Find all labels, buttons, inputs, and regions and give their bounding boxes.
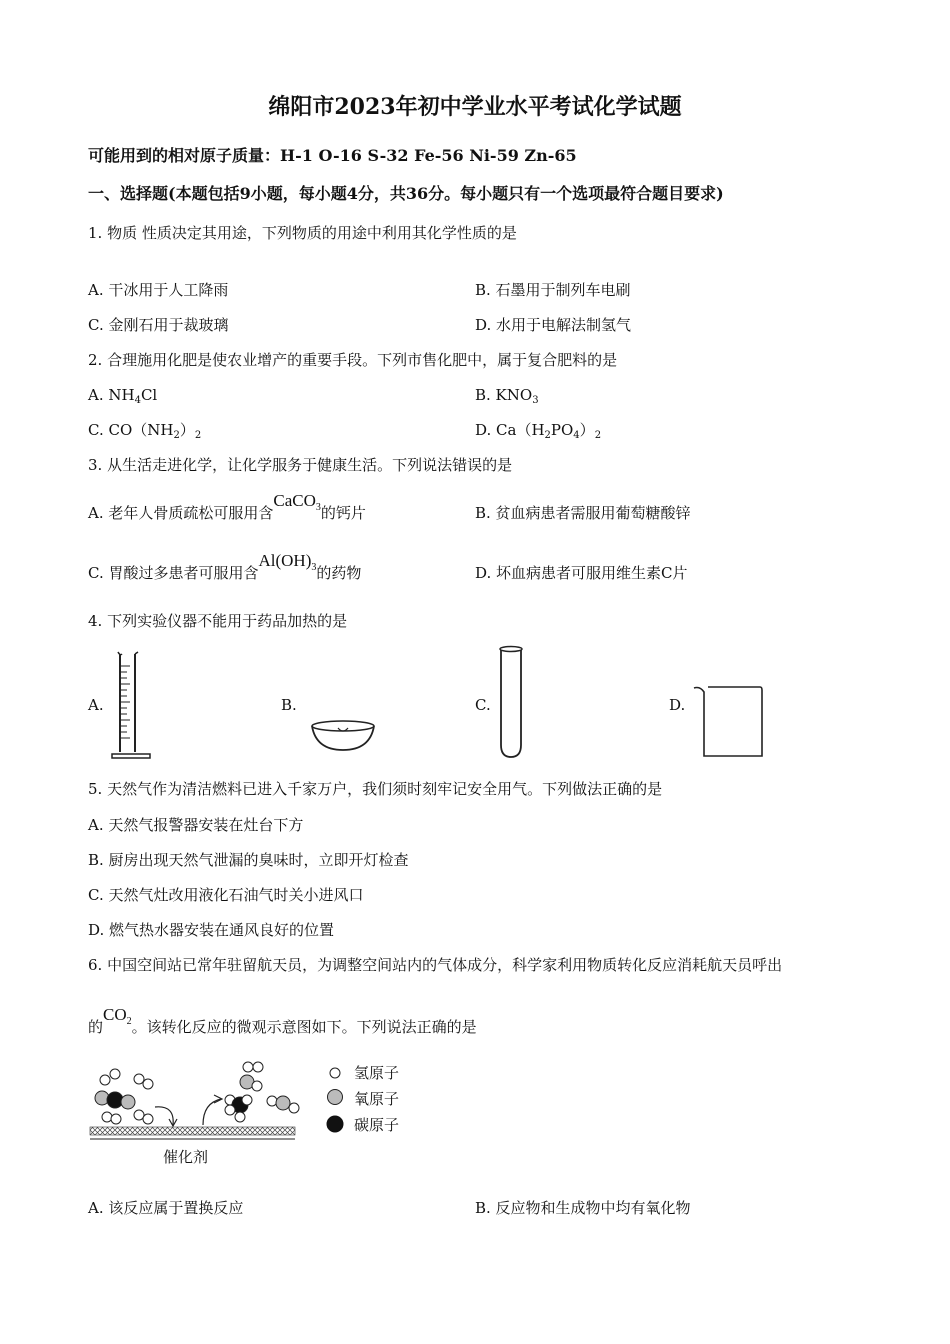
q3-option-a: A. 老年人骨质疏松可服用含CaCO$_3$的钙片: [88, 491, 366, 522]
page-title: 绵阳市2023年初中学业水平考试化学试题: [268, 94, 682, 120]
q6-option-b: B. 反应物和生成物中均有氧化物: [475, 1199, 691, 1217]
q1-option-b: B. 石墨用于制列车电刷: [475, 281, 631, 299]
section-heading: 一、选择题(本题包括9小题，每小题4分，共36分。每小题只有一个选项最符合题目要求): [88, 184, 724, 203]
q5-option-a: A. 天然气报警器安装在灶台下方: [88, 816, 304, 834]
evaporating-dish-icon: [308, 718, 378, 754]
q1-stem: 1. 物质 性质决定其用途，下列物质的用途中利用其化学性质的是: [88, 224, 517, 242]
q1-option-a: A. 干冰用于人工降雨: [88, 281, 229, 299]
graduated-cylinder-icon: [110, 650, 160, 760]
q3-stem: 3. 从生活走进化学，让化学服务于健康生活。下列说法错误的是: [88, 456, 513, 474]
q4-option-d: D.: [669, 696, 686, 714]
oxygen-atom-icon: [326, 1088, 344, 1106]
q1-option-d: D. 水用于电解法制氢气: [475, 316, 632, 334]
test-tube-icon: [496, 645, 528, 760]
legend-oxygen: 氧原子: [354, 1090, 400, 1108]
q5-option-c: C. 天然气灶改用液化石油气时关小进风口: [88, 886, 364, 904]
q6-stem-line2: 的$CO_2$。该转化反应的微观示意图如下。下列说法正确的是: [88, 1005, 477, 1036]
q5-option-d: D. 燃气热水器安装在通风良好的位置: [88, 921, 335, 939]
catalyst-label: 催化剂: [163, 1148, 209, 1166]
legend-hydrogen: 氢原子: [354, 1064, 400, 1082]
q4-option-b: B.: [281, 696, 297, 714]
q2-option-d: D. $Ca(H_2PO_4)_2$: [475, 421, 602, 441]
q4-stem: 4. 下列实验仪器不能用于药品加热的是: [88, 612, 348, 630]
atomic-masses: 可能用到的相对原子质量：H-1 O-16 S-32 Fe-56 Ni-59 Zn-65: [88, 146, 577, 165]
q5-stem: 5. 天然气作为清洁燃料已进入千家万户，我们须时刻牢记安全用气。下列做法正确的是: [88, 780, 663, 798]
beaker-icon: [692, 684, 772, 762]
q5-option-b: B. 厨房出现天然气泄漏的臭味时，立即开灯检查: [88, 851, 409, 869]
q4-option-c: C.: [475, 696, 491, 714]
q1-option-c: C. 金刚石用于裁玻璃: [88, 316, 229, 334]
q6-stem: 6. 中国空间站已常年驻留航天员，为调整空间站内的气体成分，科学家利用物质转化反应消耗航天员呼出: [88, 956, 783, 974]
q4-option-a: A.: [88, 696, 104, 714]
hydrogen-atom-icon: [328, 1066, 342, 1080]
legend-carbon: 碳原子: [354, 1116, 400, 1134]
q6-option-a: A. 该反应属于置换反应: [88, 1199, 244, 1217]
q3-option-d: D. 坏血病患者可服用维生素C片: [475, 564, 688, 582]
carbon-atom-icon: [326, 1115, 344, 1133]
q2-option-b: B. $KNO_3$: [475, 386, 539, 406]
q2-option-c: C. $CO(NH_2)_2$: [88, 421, 202, 441]
q3-option-c: C. 胃酸过多患者可服用含$Al(OH)_3$的药物: [88, 551, 362, 582]
q2-stem: 2. 合理施用化肥是使农业增产的重要手段。下列市售化肥中，属于复合肥料的是: [88, 351, 618, 369]
q3-option-b: B. 贫血病患者需服用葡萄糖酸锌: [475, 504, 691, 522]
reaction-micro-diagram: [85, 1055, 315, 1145]
q2-option-a: A. $NH_4Cl$: [88, 386, 158, 406]
